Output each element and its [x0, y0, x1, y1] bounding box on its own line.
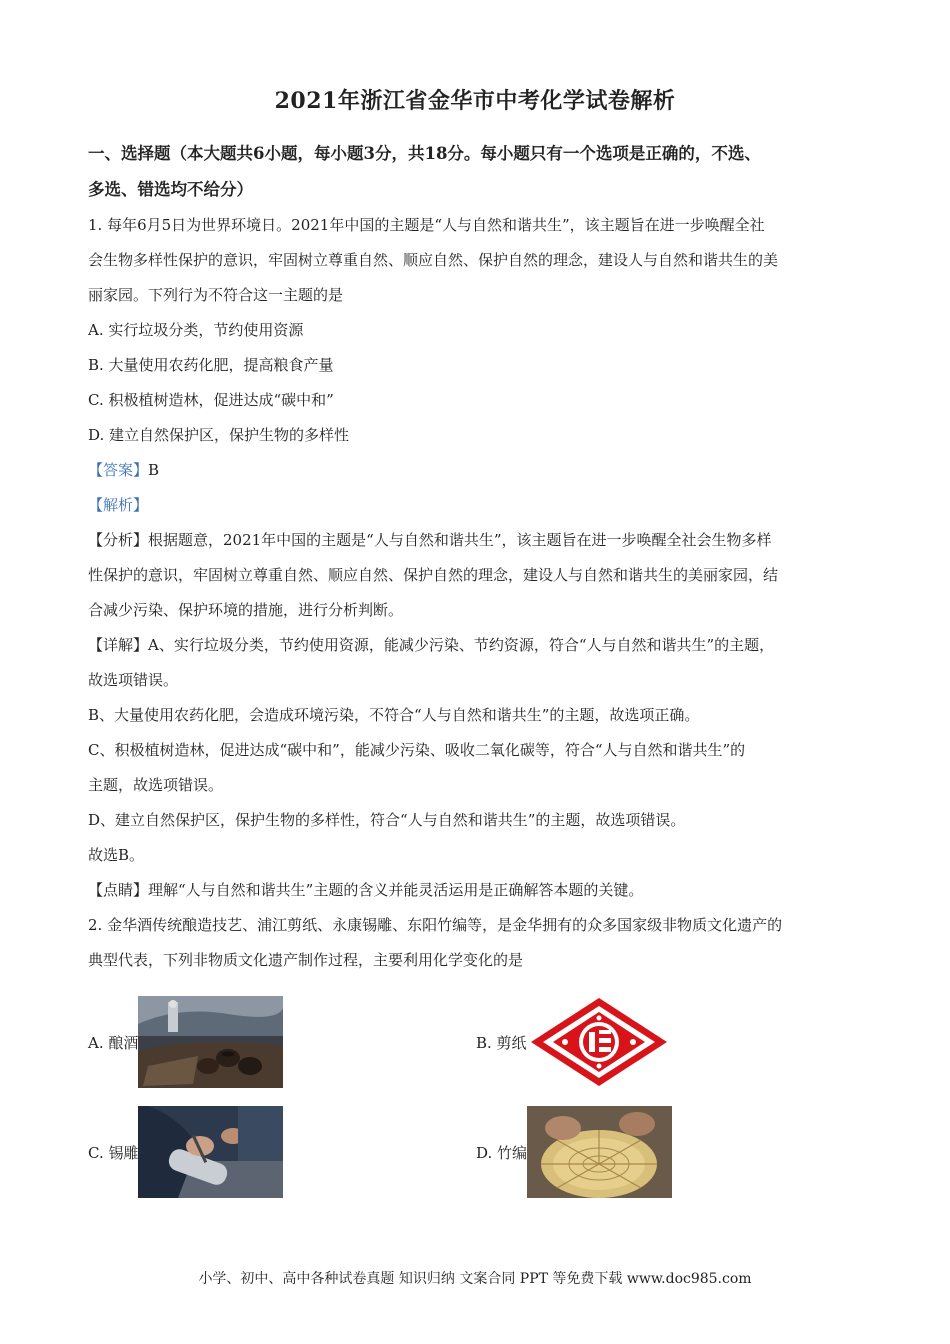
q2-option-d — [476, 1102, 672, 1202]
q2-option-b — [476, 992, 672, 1092]
analysis-text: B、大量使用农药化肥，会造成环境污染，不符合“人与自然和谐共生”的主题，故选项正确。 — [88, 706, 700, 724]
page-footer: 小学、初中、高中各种试卷真题 知识归纳 文案合同 PPT 等免费下载 www.doc985.com — [198, 1271, 752, 1287]
analysis-text: 故选项错误。 — [88, 671, 179, 689]
q2-options-row-1 — [88, 992, 878, 1092]
analysis-text: 主题，故选项错误。 — [88, 776, 224, 794]
analysis-line — [88, 488, 878, 523]
analysis-text: 【详解】A、实行垃圾分类，节约使用资源，能减少污染、节约资源，符合“人与自然和谐共生”的主题， — [88, 636, 775, 654]
analysis-tag: 【解析】 — [88, 496, 149, 514]
question-1 — [88, 208, 878, 978]
answer-tag: 【答案】 — [88, 461, 149, 479]
analysis-text: 故选B。 — [88, 846, 145, 864]
option-b: B. 大量使用农药化肥，提高粮食产量 — [88, 356, 334, 374]
analysis-text: D、建立自然保护区，保护生物的多样性，符合“人与自然和谐共生”的主题，故选项错误。 — [88, 811, 686, 829]
option-a: A. 实行垃圾分类，节约使用资源 — [88, 321, 304, 339]
question-stem-line: 1. 每年6月5日为世界环境日。2021年中国的主题是“人与自然和谐共生”，该主题旨在进一步唤醒全社 — [88, 216, 765, 234]
question-stem-line: 典型代表，下列非物质文化遗产制作过程，主要利用化学变化的是 — [88, 951, 524, 969]
option-label: B. 剪纸 — [476, 1033, 527, 1052]
q2-options-row-2 — [88, 1102, 878, 1202]
tin-carving-photo — [138, 1106, 283, 1198]
question-stem-line: 会生物多样性保护的意识，牢固树立尊重自然、顺应自然、保护自然的理念，建设人与自然和谐共生的美 — [88, 251, 779, 269]
q2-option-a — [88, 992, 283, 1092]
section-heading-line: 一、选择题（本大题共6小题，每小题3分，共18分。每小题只有一个选项是正确的，不选、 — [88, 144, 761, 163]
q2-option-c — [88, 1102, 283, 1202]
papercut-fu-photo — [527, 996, 672, 1088]
analysis-text: 合减少污染、保护环境的措施，进行分析判断。 — [88, 601, 404, 619]
page-title: 2021年浙江省金华市中考化学试卷解析 — [274, 88, 676, 114]
bamboo-weaving-photo — [527, 1106, 672, 1198]
option-label: D. 竹编 — [476, 1143, 528, 1162]
question-stem-line: 2. 金华酒传统酿造技艺、浦江剪纸、永康锡雕、东阳竹编等，是金华拥有的众多国家级非物质文化遗产的 — [88, 916, 783, 934]
analysis-text: C、积极植树造林，促进达成“碳中和”，能减少污染、吸收二氧化碳等，符合“人与自然和谐共生”的 — [88, 741, 746, 759]
section-heading — [88, 136, 878, 208]
analysis-text: 性保护的意识，牢固树立尊重自然、顺应自然、保护自然的理念，建设人与自然和谐共生的美丽家园，结 — [88, 566, 779, 584]
option-label: C. 锡雕 — [88, 1143, 139, 1162]
analysis-text: 【点睛】理解“人与自然和谐共生”主题的含义并能灵活运用是正确解答本题的关键。 — [88, 881, 644, 899]
analysis-text: 【分析】根据题意，2021年中国的主题是“人与自然和谐共生”，该主题旨在进一步唤醒全社会生物多样 — [88, 531, 772, 549]
answer-line — [88, 453, 878, 488]
question-stem-line: 丽家园。下列行为不符合这一主题的是 — [88, 286, 344, 304]
option-label: A. 酿酒 — [88, 1033, 139, 1052]
option-d: D. 建立自然保护区，保护生物的多样性 — [88, 426, 350, 444]
brewing-photo — [138, 996, 283, 1088]
option-c: C. 积极植树造林，促进达成“碳中和” — [88, 391, 334, 409]
answer-value: B — [148, 461, 160, 479]
section-heading-line: 多选、错选均不给分） — [88, 180, 253, 199]
